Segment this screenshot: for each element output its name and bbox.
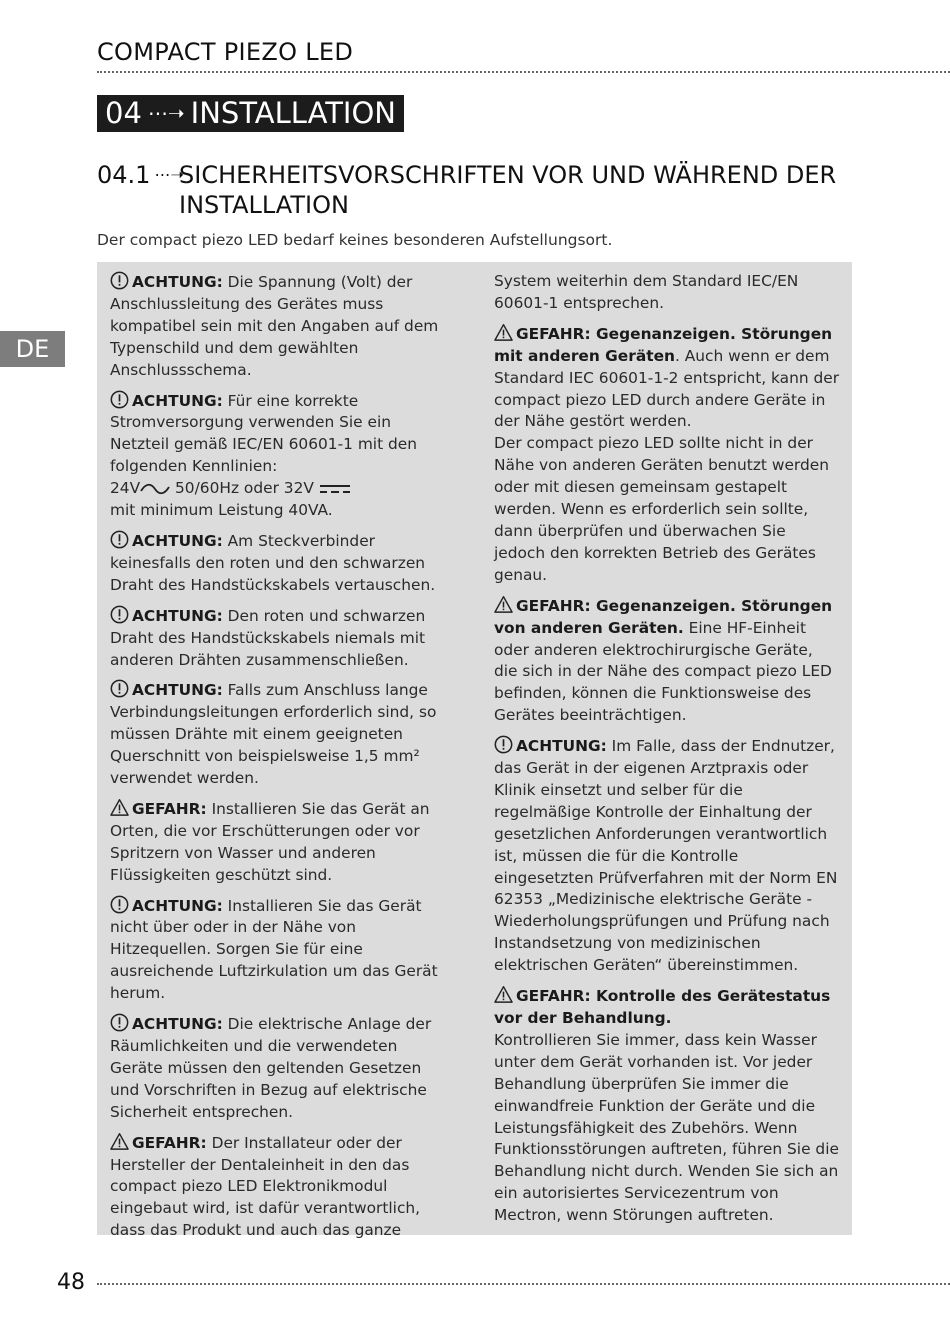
note-periodic-inspection xyxy=(494,735,840,977)
left-column xyxy=(110,271,450,1250)
note-label: GEFAHR: Gegenanzeigen. Störungen mit anderen Geräten xyxy=(494,324,833,365)
ac-wave-icon xyxy=(140,482,170,496)
note-text: . Auch wenn er dem Standard IEC 60601-1-2 entspricht, kann der compact piezo LED durch andere Geräte in der Nähe gestört werden. xyxy=(494,346,840,431)
caution-circle-icon xyxy=(110,679,129,698)
note-label: GEFAHR: xyxy=(132,799,207,818)
warning-triangle-icon xyxy=(110,1132,129,1151)
note-power-supply xyxy=(110,390,450,522)
header-dotted-rule xyxy=(97,71,950,73)
note-heat-sources xyxy=(110,895,450,1006)
note-cable-cross-section xyxy=(110,679,450,790)
note-text: System weiterhin dem Standard IEC/EN 60601-1 entsprechen. xyxy=(494,272,799,312)
voltage-ac-value: 24V xyxy=(110,479,141,498)
note-voltage xyxy=(110,271,450,382)
language-tab: DE xyxy=(0,331,65,367)
note-text: Den roten und schwarzen Draht des Handstückskabels niemals mit anderen Drähten zusammenschließen. xyxy=(110,606,426,669)
dc-symbol-icon xyxy=(319,483,351,495)
warning-triangle-icon xyxy=(110,798,129,817)
footer-dotted-rule xyxy=(97,1283,950,1285)
note-label: ACHTUNG: xyxy=(132,531,223,550)
note-connector-wires xyxy=(110,530,450,597)
note-label: ACHTUNG: xyxy=(132,606,223,625)
note-extra-text: Der compact piezo LED sollte nicht in der Nähe von anderen Geräten benutzt werden oder mit diesen gemeinsam gestapelt werden. Wenn es erforderlich sein sollte, dann überprüfen und überwachen Sie jedoch den korrekten Betrieb des Gerätes genau. xyxy=(494,434,829,584)
note-label: ACHTUNG: xyxy=(132,391,223,410)
caution-circle-icon xyxy=(110,605,129,624)
note-label: GEFAHR: Kontrolle des Gerätestatus vor der Behandlung. xyxy=(494,987,831,1027)
dotted-arrow-icon: ⋯➝ xyxy=(154,165,184,184)
subsection-title: SICHERHEITSVORSCHRIFTEN VOR UND WÄHREND DER INSTALLATION xyxy=(179,161,837,219)
subsection-number-wrap xyxy=(97,160,184,190)
warning-triangle-icon xyxy=(494,595,513,614)
document-header-title: COMPACT PIEZO LED xyxy=(97,38,354,66)
section-title: INSTALLATION xyxy=(190,96,396,130)
note-text: Installieren Sie das Gerät an Orten, die vor Erschütterungen oder vor Spritzern von Wasser und anderen Flüssigkeiten geschützt sind. xyxy=(110,799,430,884)
intro-text: Der compact piezo LED bedarf keines besonderen Aufstellungsort. xyxy=(97,231,613,249)
note-text: Falls zum Anschluss lange Verbindungsleitungen erforderlich sind, so müssen Drähte mit einem geeigneten Querschnitt von beispielsweise 1,5 mm² verwendet werden. xyxy=(110,681,437,788)
note-label: GEFAHR: Gegenanzeigen. Störungen von anderen Geräten. xyxy=(494,596,833,637)
note-interference-from-devices xyxy=(494,595,840,727)
minimum-power-text: mit minimum Leistung 40VA. xyxy=(110,501,333,520)
section-heading xyxy=(97,95,404,132)
note-installation-location xyxy=(110,798,450,887)
note-extra-text: Kontrollieren Sie immer, dass kein Wasser unter dem Gerät vorhanden ist. Vor jeder Behandlung überprüfen Sie immer die einwandfreie Funktion der Geräte und die Leistungsfähigkeit des Zubehörs. Wenn Funktionsstörungen auftreten, führen Sie die Behandlung nicht durch. Wenden Sie sich an ein autorisiertes Servicezentrum von Mectron, wenn Störungen auftreten. xyxy=(494,1030,839,1225)
caution-circle-icon xyxy=(110,271,129,290)
note-text: Der Installateur oder der Hersteller der Dentaleinheit in den das compact piezo LED Elektronikmodul eingebaut wird, ist dafür verantwortlich, dass das Produkt und auch das ganze xyxy=(110,1133,421,1240)
note-label: ACHTUNG: xyxy=(132,681,223,700)
caution-circle-icon xyxy=(110,1013,129,1032)
caution-circle-icon xyxy=(494,735,513,754)
dotted-arrow-icon: ⋯➝ xyxy=(147,101,185,125)
note-text: Eine HF-Einheit oder anderen elektrochirurgische Geräte, die sich in der Nähe des compact piezo LED befinden, können die Funktionsweise des Gerätes beeinträchtigen. xyxy=(494,618,832,725)
note-label: ACHTUNG: xyxy=(132,1015,223,1034)
note-text: Installieren Sie das Gerät nicht über oder in der Nähe von Hitzequellen. Sorgen Sie für eine ausreichende Luftzirkulation um das Gerät herum. xyxy=(110,896,438,1003)
caution-circle-icon xyxy=(110,530,129,549)
note-text: Die Spannung (Volt) der Anschlussleitung des Gerätes muss kompatibel sein mit den Angaben auf dem Typenschild und dem gewählten Anschlussschema. xyxy=(110,273,439,379)
right-column xyxy=(494,271,840,1235)
note-label: ACHTUNG: xyxy=(516,737,607,756)
note-label: ACHTUNG: xyxy=(132,273,223,291)
note-text: Die elektrische Anlage der Räumlichkeiten und die verwendeten Geräte müssen den geltenden Gesetzen und Vorschriften in Bezug auf elektrische Sicherheit entsprechen. xyxy=(110,1015,432,1121)
note-continuation xyxy=(494,271,840,315)
warning-triangle-icon xyxy=(494,323,513,342)
caution-circle-icon xyxy=(110,895,129,914)
note-label: GEFAHR: xyxy=(132,1133,207,1152)
note-text: Im Falle, dass der Endnutzer, das Gerät in der eigenen Arztpraxis oder Klinik einsetzt und selber für die regelmäßige Kontrolle der Einhaltung der gesetzlichen Anforderungen verantwortlich ist, müssen die für die Kontrolle eingesetzten Prüfverfahren mit der Norm EN 62353 „Medizinische elektrische Geräte - Wiederholungsprüfungen und Prüfung nach Instandsetzung von medizinischen elektrischen Geräten“ übereinstimmen. xyxy=(494,737,838,975)
caution-circle-icon xyxy=(110,390,129,409)
note-label: ACHTUNG: xyxy=(132,896,223,915)
note-wire-short xyxy=(110,605,450,672)
voltage-dc-value: 50/60Hz oder 32V xyxy=(170,479,314,498)
warning-triangle-icon xyxy=(494,985,513,1004)
note-device-status-check xyxy=(494,985,840,1227)
note-installer-responsibility xyxy=(110,1132,450,1243)
note-electrical-installation xyxy=(110,1013,450,1124)
subsection-number: 04.1 xyxy=(97,161,151,189)
section-number: 04 xyxy=(105,96,142,130)
note-text: Für eine korrekte Stromversorgung verwenden Sie ein Netzteil gemäß IEC/EN 60601-1 mit den folgenden Kennlinien: xyxy=(110,391,418,476)
note-interference-with-devices xyxy=(494,323,840,587)
note-text: Am Steckverbinder keinesfalls den roten und den schwarzen Draht des Handstückskabels vertauschen. xyxy=(110,531,436,594)
page-number: 48 xyxy=(57,1270,85,1295)
